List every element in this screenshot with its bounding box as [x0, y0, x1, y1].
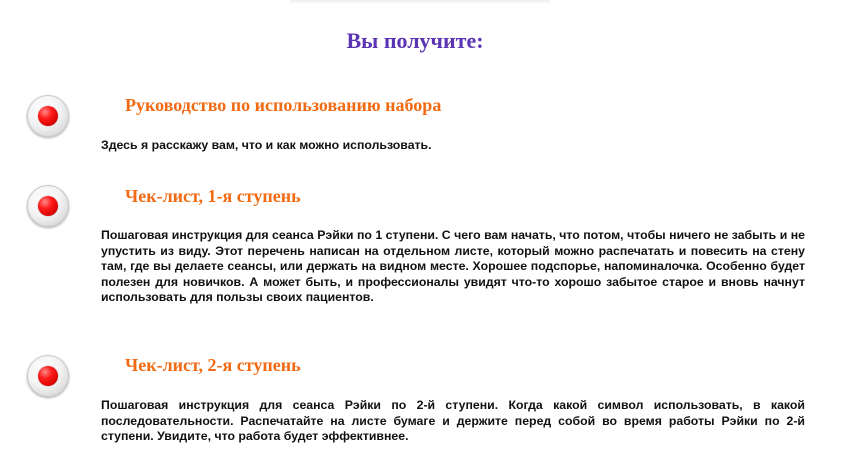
benefit-description: Пошаговая инструкция для сеанса Рэйки по 1 ступени. С чего вам начать, что потом, чтобы ничего не забыть и не упустить из виду. Этот перечень написан на отдельном листе, который можно распечатать и повесить на стену там, где вы делаете сеансы, или держать на видном месте. Хорошее подспорье, напоминалочка. Особенно будет полезен для новичков. А может быть, и профессионалы увидят что-то хорошо забытое старое и вновь начнут использовать для пользы своих пациентов.: [101, 228, 805, 305]
benefit-description: Пошаговая инструкция для сеанса Рэйки по 2-й ступени. Когда какой символ использовать, в какой последовательности. Распечатайте на листе бумаге и держите перед собой во время работы Рэйки по 2-й ступени. Увидите, что работа будет эффективнее.: [101, 398, 805, 444]
red-radio-bullet-icon: [27, 185, 69, 227]
benefit-title: Руководство по использованию набора: [125, 95, 442, 115]
bullet-dot: [38, 366, 58, 386]
benefit-description: Здесь я расскажу вам, что и как можно использовать.: [101, 138, 432, 152]
top-divider-shadow: [290, 0, 550, 4]
red-radio-bullet-icon: [27, 95, 69, 137]
section-heading: Вы получите:: [346, 28, 484, 53]
bullet-dot: [38, 106, 58, 126]
bullet-dot: [38, 196, 58, 216]
benefit-title: Чек-лист, 2-я ступень: [125, 355, 301, 375]
red-radio-bullet-icon: [27, 355, 69, 397]
benefit-title: Чек-лист, 1-я ступень: [125, 186, 301, 206]
